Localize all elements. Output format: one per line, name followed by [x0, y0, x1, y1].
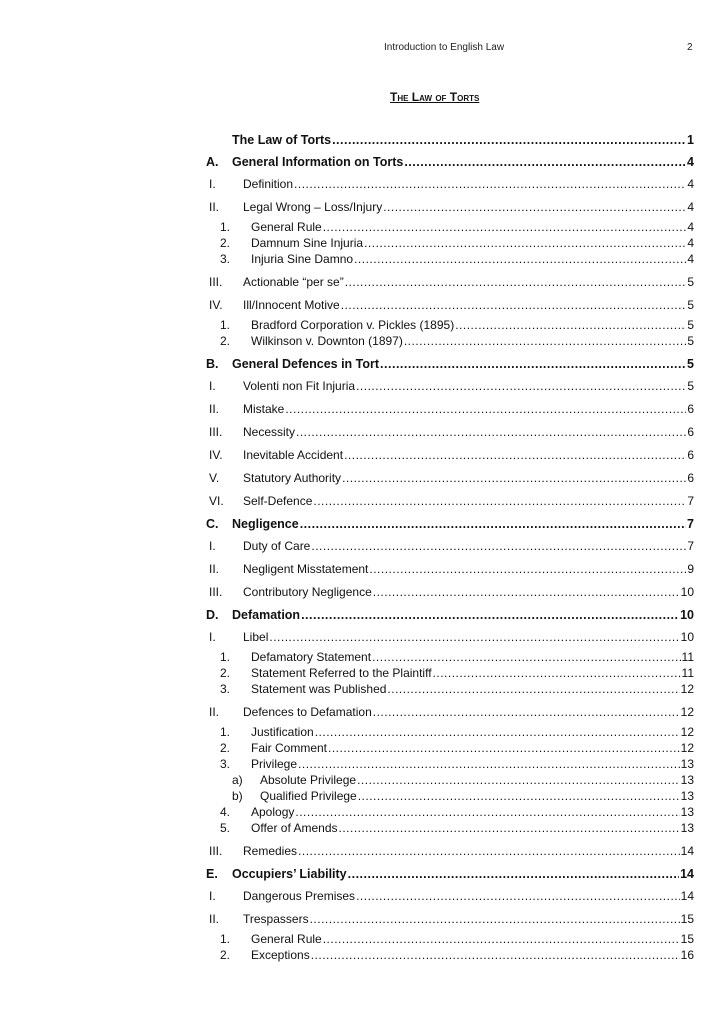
toc-entry-number: I.: [209, 379, 216, 393]
toc-entry-title: Wilkinson v. Downton (1897): [251, 334, 403, 348]
toc-entry-page: 13: [680, 805, 694, 819]
toc-entry-page: 6: [687, 448, 694, 462]
toc-entry-number: II.: [209, 562, 220, 576]
header-page-number: 2: [687, 42, 693, 53]
toc-entry-page: 13: [680, 757, 694, 771]
toc-entry[interactable]: [206, 604, 694, 626]
toc-entry-number: I.: [209, 630, 216, 644]
toc-dot-leader: [373, 581, 680, 604]
table-of-contents: [206, 129, 694, 963]
toc-entry-page: 5: [687, 318, 694, 332]
toc-entry[interactable]: [206, 421, 694, 444]
toc-entry-number: A.: [206, 155, 219, 169]
toc-entry[interactable]: [206, 271, 694, 294]
toc-entry-number: II.: [209, 200, 220, 214]
document-title: The Law of Torts: [390, 90, 480, 104]
toc-entry-number: D.: [206, 608, 219, 622]
toc-entry-page: 4: [687, 155, 694, 169]
toc-entry-title: Statement was Published: [251, 682, 387, 696]
toc-entry-title: Dangerous Premises: [243, 889, 356, 903]
toc-entry[interactable]: [206, 756, 694, 772]
toc-entry-title: Ill/Innocent Motive: [243, 298, 340, 312]
toc-entry-page: 14: [680, 889, 694, 903]
toc-entry-page: 16: [680, 948, 694, 962]
toc-dot-leader: [433, 665, 681, 681]
toc-entry-title: Injuria Sine Damno: [251, 252, 354, 266]
toc-dot-leader: [294, 173, 686, 196]
toc-entry-title: Apology: [251, 805, 295, 819]
toc-entry-page: 12: [680, 705, 694, 719]
toc-entry-title: Negligent Misstatement: [243, 562, 369, 576]
toc-entry-title: General Information on Torts: [232, 155, 404, 169]
toc-entry[interactable]: [206, 581, 694, 604]
toc-entry-title: General Rule: [251, 220, 322, 234]
toc-entry-page: 14: [680, 867, 694, 881]
toc-entry[interactable]: [206, 701, 694, 724]
toc-entry[interactable]: [206, 467, 694, 490]
toc-entry[interactable]: [206, 317, 694, 333]
toc-entry-title: Damnum Sine Injuria: [251, 236, 364, 250]
toc-entry-page: 4: [687, 177, 694, 191]
toc-entry-page: 5: [687, 298, 694, 312]
toc-entry-title: Offer of Amends: [251, 821, 338, 835]
toc-entry-page: 7: [687, 539, 694, 553]
toc-entry-number: 3.: [220, 682, 231, 696]
toc-entry-title: Mistake: [243, 402, 285, 416]
toc-entry-title: Volenti non Fit Injuria: [243, 379, 356, 393]
toc-entry-page: 7: [687, 517, 694, 531]
toc-entry[interactable]: [206, 219, 694, 235]
toc-dot-leader: [369, 558, 686, 581]
toc-dot-leader: [356, 375, 686, 398]
toc-entry[interactable]: [206, 151, 694, 173]
toc-entry-number: 1.: [220, 725, 231, 739]
toc-dot-leader: [356, 885, 680, 908]
toc-entry-page: 15: [680, 932, 694, 946]
toc-dot-leader: [311, 947, 680, 963]
toc-dot-leader: [339, 820, 680, 836]
toc-entry[interactable]: [206, 558, 694, 581]
toc-entry-page: 6: [687, 402, 694, 416]
toc-dot-leader: [357, 772, 680, 788]
toc-entry[interactable]: [206, 724, 694, 740]
toc-entry-title: Duty of Care: [243, 539, 311, 553]
toc-entry-page: 4: [687, 236, 694, 250]
toc-dot-leader: [298, 840, 680, 863]
toc-entry[interactable]: [206, 444, 694, 467]
toc-entry-title: Definition: [243, 177, 294, 191]
toc-entry[interactable]: [206, 804, 694, 820]
toc-entry-number: C.: [206, 517, 219, 531]
toc-entry[interactable]: [206, 535, 694, 558]
toc-entry-title: Defamation: [232, 608, 301, 622]
toc-entry-number: III.: [209, 275, 223, 289]
toc-entry-title: Remedies: [243, 844, 298, 858]
toc-entry-page: 12: [680, 741, 694, 755]
toc-entry[interactable]: [206, 196, 694, 219]
toc-dot-leader: [328, 740, 680, 756]
toc-entry-title: Fair Comment: [251, 741, 328, 755]
toc-dot-leader: [342, 467, 686, 490]
toc-entry[interactable]: [206, 173, 694, 196]
toc-entry-page: 13: [680, 821, 694, 835]
toc-entry-number: II.: [209, 402, 220, 416]
toc-dot-leader: [380, 353, 686, 375]
toc-entry-title: Bradford Corporation v. Pickles (1895): [251, 318, 455, 332]
toc-entry[interactable]: [206, 772, 694, 788]
toc-entry-number: VI.: [209, 494, 224, 508]
toc-entry-page: 10: [680, 630, 694, 644]
toc-entry-number: 3.: [220, 252, 231, 266]
toc-entry-page: 4: [687, 252, 694, 266]
toc-entry-page: 5: [687, 334, 694, 348]
toc-entry-page: 4: [687, 220, 694, 234]
toc-dot-leader: [345, 271, 687, 294]
toc-entry-title: Qualified Privilege: [260, 789, 357, 803]
toc-entry-title: Self-Defence: [243, 494, 313, 508]
toc-entry-page: 1: [687, 133, 694, 147]
toc-dot-leader: [323, 931, 680, 947]
toc-entry-page: 7: [687, 494, 694, 508]
toc-dot-leader: [311, 535, 686, 558]
toc-entry-title: Defences to Defamation: [243, 705, 372, 719]
toc-entry-page: 14: [680, 844, 694, 858]
toc-entry-title: Absolute Privilege: [260, 773, 357, 787]
toc-dot-leader: [383, 196, 686, 219]
toc-entry-title: Justification: [251, 725, 314, 739]
toc-dot-leader: [298, 756, 680, 772]
toc-entry-number: 2.: [220, 741, 231, 755]
toc-dot-leader: [313, 490, 686, 513]
toc-entry-title: Inevitable Accident: [243, 448, 344, 462]
toc-entry[interactable]: [206, 947, 694, 963]
toc-dot-leader: [404, 151, 686, 173]
toc-dot-leader: [354, 251, 686, 267]
toc-entry-number: 3.: [220, 757, 231, 771]
toc-entry-page: 6: [687, 425, 694, 439]
toc-entry-number: III.: [209, 844, 223, 858]
toc-entry-title: Statement Referred to the Plaintiff: [251, 666, 432, 680]
toc-entry[interactable]: [206, 820, 694, 836]
toc-dot-leader: [332, 129, 686, 151]
toc-entry-number: V.: [209, 471, 220, 485]
toc-entry-number: I.: [209, 889, 216, 903]
toc-entry[interactable]: [206, 908, 694, 931]
toc-entry-number: IV.: [209, 298, 223, 312]
toc-entry-title: Privilege: [251, 757, 298, 771]
toc-entry-page: 5: [687, 357, 694, 371]
toc-entry-title: Defamatory Statement: [251, 650, 372, 664]
toc-entry-page: 6: [687, 471, 694, 485]
toc-entry-title: Statutory Authority: [243, 471, 342, 485]
toc-entry-page: 11: [681, 650, 694, 664]
toc-entry-page: 4: [687, 200, 694, 214]
toc-entry-number: 5.: [220, 821, 231, 835]
toc-entry-title: General Defences in Tort: [232, 357, 380, 371]
toc-entry-title: Occupiers’ Liability: [232, 867, 347, 881]
toc-entry[interactable]: [206, 626, 694, 649]
toc-entry-number: III.: [209, 585, 223, 599]
toc-dot-leader: [269, 626, 679, 649]
toc-entry-page: 13: [680, 773, 694, 787]
toc-entry-number: IV.: [209, 448, 223, 462]
toc-entry-number: E.: [206, 867, 218, 881]
toc-entry-page: 9: [687, 562, 694, 576]
toc-dot-leader: [285, 398, 686, 421]
header-title: Introduction to English Law: [384, 42, 505, 53]
toc-dot-leader: [387, 681, 679, 697]
toc-entry-number: I.: [209, 177, 216, 191]
toc-entry-page: 12: [680, 725, 694, 739]
toc-entry[interactable]: [206, 740, 694, 756]
toc-entry[interactable]: [206, 490, 694, 513]
toc-entry[interactable]: [206, 333, 694, 349]
toc-entry-number: 1.: [220, 318, 231, 332]
toc-dot-leader: [341, 294, 687, 317]
toc-entry-number: III.: [209, 425, 223, 439]
toc-entry-title: Negligence: [232, 517, 299, 531]
toc-entry[interactable]: [206, 649, 694, 665]
toc-entry-title: Libel: [243, 630, 269, 644]
toc-entry[interactable]: [206, 235, 694, 251]
toc-entry[interactable]: [206, 398, 694, 421]
toc-entry-title: Exceptions: [251, 948, 310, 962]
toc-entry-number: b): [232, 789, 243, 803]
toc-dot-leader: [372, 649, 680, 665]
toc-dot-leader: [295, 804, 679, 820]
toc-entry-number: 1.: [220, 932, 231, 946]
toc-entry-title: Trespassers: [243, 912, 309, 926]
toc-dot-leader: [310, 908, 680, 931]
toc-dot-leader: [323, 219, 687, 235]
toc-dot-leader: [364, 235, 686, 251]
toc-dot-leader: [301, 604, 679, 626]
toc-entry-page: 5: [687, 275, 694, 289]
toc-entry[interactable]: [206, 863, 694, 885]
toc-entry-title: Contributory Negligence: [243, 585, 372, 599]
toc-entry-number: 2.: [220, 334, 231, 348]
toc-entry-number: 1.: [220, 220, 231, 234]
toc-dot-leader: [315, 724, 680, 740]
toc-entry[interactable]: [206, 788, 694, 804]
toc-entry-number: II.: [209, 705, 220, 719]
toc-entry-page: 13: [680, 789, 694, 803]
toc-entry[interactable]: [206, 840, 694, 863]
toc-entry-title: Legal Wrong – Loss/Injury: [243, 200, 383, 214]
toc-entry-page: 5: [687, 379, 694, 393]
toc-dot-leader: [455, 317, 686, 333]
toc-dot-leader: [404, 333, 686, 349]
toc-entry[interactable]: [206, 251, 694, 267]
toc-entry-number: 2.: [220, 666, 231, 680]
toc-entry-number: 2.: [220, 236, 231, 250]
toc-dot-leader: [344, 444, 686, 467]
toc-entry[interactable]: [206, 885, 694, 908]
toc-entry-page: 10: [680, 608, 694, 622]
toc-entry-number: II.: [209, 912, 220, 926]
toc-entry-number: B.: [206, 357, 219, 371]
toc-entry-page: 12: [680, 682, 694, 696]
toc-entry-page: 10: [680, 585, 694, 599]
page-header: [0, 42, 728, 58]
toc-entry[interactable]: [206, 375, 694, 398]
toc-entry-number: 2.: [220, 948, 231, 962]
toc-entry[interactable]: [206, 353, 694, 375]
toc-entry[interactable]: [206, 931, 694, 947]
toc-entry-number: 1.: [220, 650, 231, 664]
toc-dot-leader: [358, 788, 680, 804]
toc-dot-leader: [348, 863, 679, 885]
toc-entry-number: 4.: [220, 805, 231, 819]
toc-entry[interactable]: [206, 294, 694, 317]
toc-entry-page: 11: [681, 666, 694, 680]
toc-dot-leader: [300, 513, 686, 535]
toc-entry-number: a): [232, 773, 243, 787]
toc-entry[interactable]: [206, 681, 694, 697]
toc-entry-title: The Law of Torts: [232, 133, 332, 147]
toc-entry[interactable]: [206, 129, 694, 151]
toc-entry-title: General Rule: [251, 932, 322, 946]
toc-entry-title: Necessity: [243, 425, 296, 439]
toc-entry[interactable]: [206, 513, 694, 535]
toc-entry[interactable]: [206, 665, 694, 681]
toc-dot-leader: [296, 421, 686, 444]
toc-entry-page: 15: [680, 912, 694, 926]
toc-entry-number: I.: [209, 539, 216, 553]
toc-dot-leader: [373, 701, 680, 724]
toc-entry-title: Actionable “per se”: [243, 275, 344, 289]
